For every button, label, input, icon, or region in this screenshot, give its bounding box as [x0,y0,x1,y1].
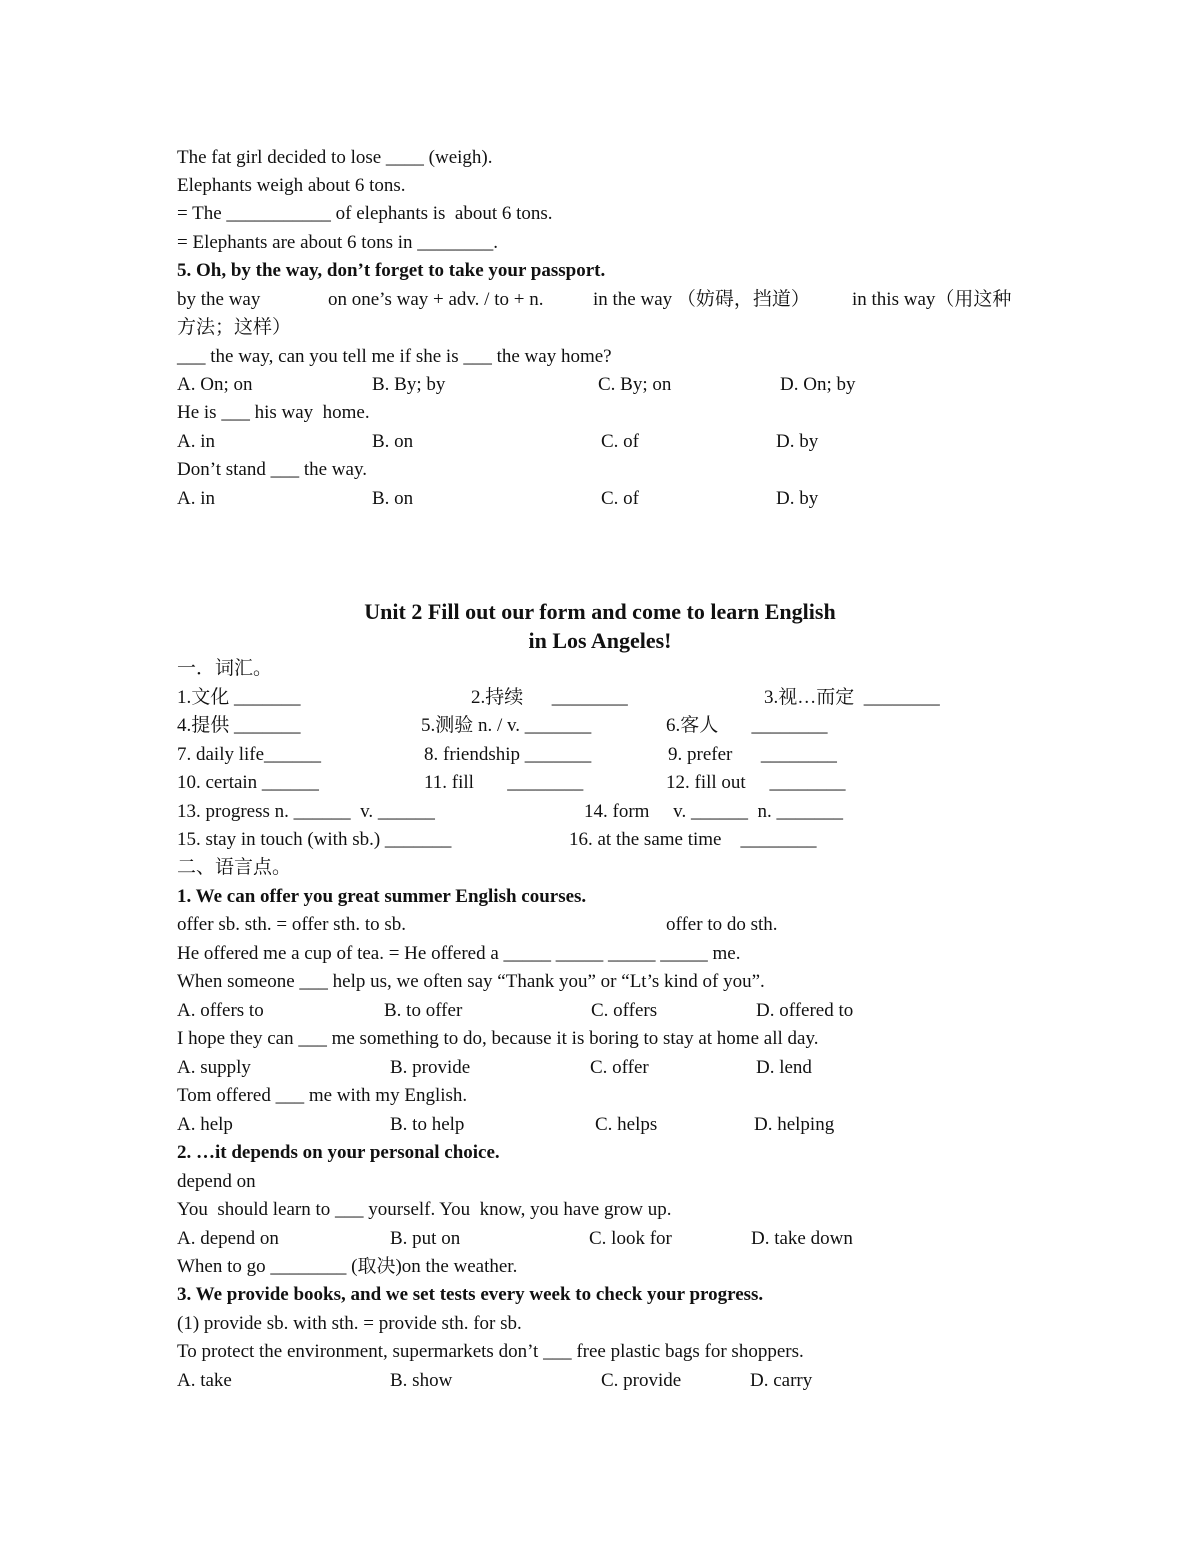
option: B. provide [390,1057,471,1078]
question: Tom offered ___ me with my English. [177,1085,468,1106]
phrase: (1) provide sb. with sth. = provide sth. for sb. [177,1313,522,1334]
question: Don’t stand ___ the way. [177,459,367,480]
vocab-item: 15. stay in touch (with sb.) _______ [177,829,452,850]
unit-title: Unit 2 Fill out our form and come to learn English [364,599,836,624]
text-line: = Elephants are about 6 tons in ________. [177,232,498,253]
question: I hope they can ___ me something to do, because it is boring to stay at home all day. [177,1028,819,1049]
vocab-item: 5.测验 n. / v. _______ [421,715,592,736]
phrase: in this way（用这种 [852,289,1012,310]
option: B. on [372,431,414,452]
option: A. help [177,1114,233,1135]
vocab-item: 8. friendship _______ [424,744,592,765]
phrase: 方法；这样） [177,317,292,338]
vocab-item: 1.文化 _______ [177,687,301,708]
vocab-item: 10. certain ______ [177,772,319,793]
section-heading: 一．词汇。 [177,658,273,679]
option: D. by [776,488,819,509]
vocab-item: 3.视…而定 ________ [764,687,940,708]
section-heading: 二、语言点。 [177,857,292,878]
vocab-item: 9. prefer ________ [668,744,837,765]
phrase: offer to do sth. [666,914,778,935]
question: ___ the way, can you tell me if she is ___ the way home? [177,346,612,367]
text-line: = The ___________ of elephants is about 6 tons. [177,203,553,224]
vocab-item: 6.客人 ________ [666,715,828,736]
option: D. On; by [780,374,856,395]
option: C. of [601,488,639,509]
option: D. helping [754,1114,835,1135]
text-line: Elephants weigh about 6 tons. [177,175,406,196]
option: C. By; on [598,374,672,395]
vocab-item: 4.提供 _______ [177,715,301,736]
option: C. look for [589,1228,672,1249]
option: D. by [776,431,819,452]
question: To protect the environment, supermarkets don’t ___ free plastic bags for shoppers. [177,1341,804,1362]
option: C. offer [590,1057,649,1078]
question: You should learn to ___ yourself. You know, you have grow up. [177,1199,672,1220]
question: When someone ___ help us, we often say “Thank you” or “Lt’s kind of you”. [177,971,765,992]
point-heading: 3. We provide books, and we set tests every week to check your progress. [177,1284,764,1305]
option: A. offers to [177,1000,264,1021]
text-line: The fat girl decided to lose ____ (weigh). [177,147,493,168]
question: He is ___ his way home. [177,402,370,423]
vocab-item: 7. daily life______ [177,744,322,765]
option: A. depend on [177,1228,279,1249]
option: B. on [372,488,414,509]
option: B. to help [390,1114,465,1135]
option: A. in [177,488,215,509]
vocab-item: 11. fill ________ [424,772,584,793]
point-heading: 1. We can offer you great summer English courses. [177,886,587,907]
option: B. put on [390,1228,461,1249]
vocab-item: 14. form v. ______ n. _______ [584,801,843,822]
option: D. lend [756,1057,812,1078]
vocab-item: 12. fill out ________ [666,772,846,793]
option: C. helps [595,1114,658,1135]
option: D. carry [750,1370,813,1391]
option: B. show [390,1370,453,1391]
option: A. take [177,1370,232,1391]
phrase: on one’s way + adv. / to + n. [328,289,544,310]
vocab-item: 13. progress n. ______ v. ______ [177,801,435,822]
option: B. By; by [372,374,446,395]
option: A. supply [177,1057,251,1078]
option: C. provide [601,1370,682,1391]
option: A. in [177,431,215,452]
phrase: by the way [177,289,261,310]
option: D. take down [751,1228,853,1249]
option: C. of [601,431,639,452]
vocab-item: 2.持续 ________ [471,687,628,708]
point-heading: 2. …it depends on your personal choice. [177,1142,500,1163]
unit-title-line2: in Los Angeles! [528,628,672,653]
question: When to go ________ (取决)on the weather. [177,1256,518,1277]
option: C. offers [591,1000,658,1021]
question: He offered me a cup of tea. = He offered a _____ _____ _____ _____ me. [177,943,741,964]
option: B. to offer [384,1000,463,1021]
option: D. offered to [756,1000,854,1021]
vocab-item: 16. at the same time ________ [569,829,817,850]
option: A. On; on [177,374,253,395]
phrase: in the way （妨碍，挡道） [593,289,810,310]
point-heading: 5. Oh, by the way, don’t forget to take your passport. [177,260,606,281]
phrase: offer sb. sth. = offer sth. to sb. [177,914,407,935]
phrase: depend on [177,1171,256,1192]
